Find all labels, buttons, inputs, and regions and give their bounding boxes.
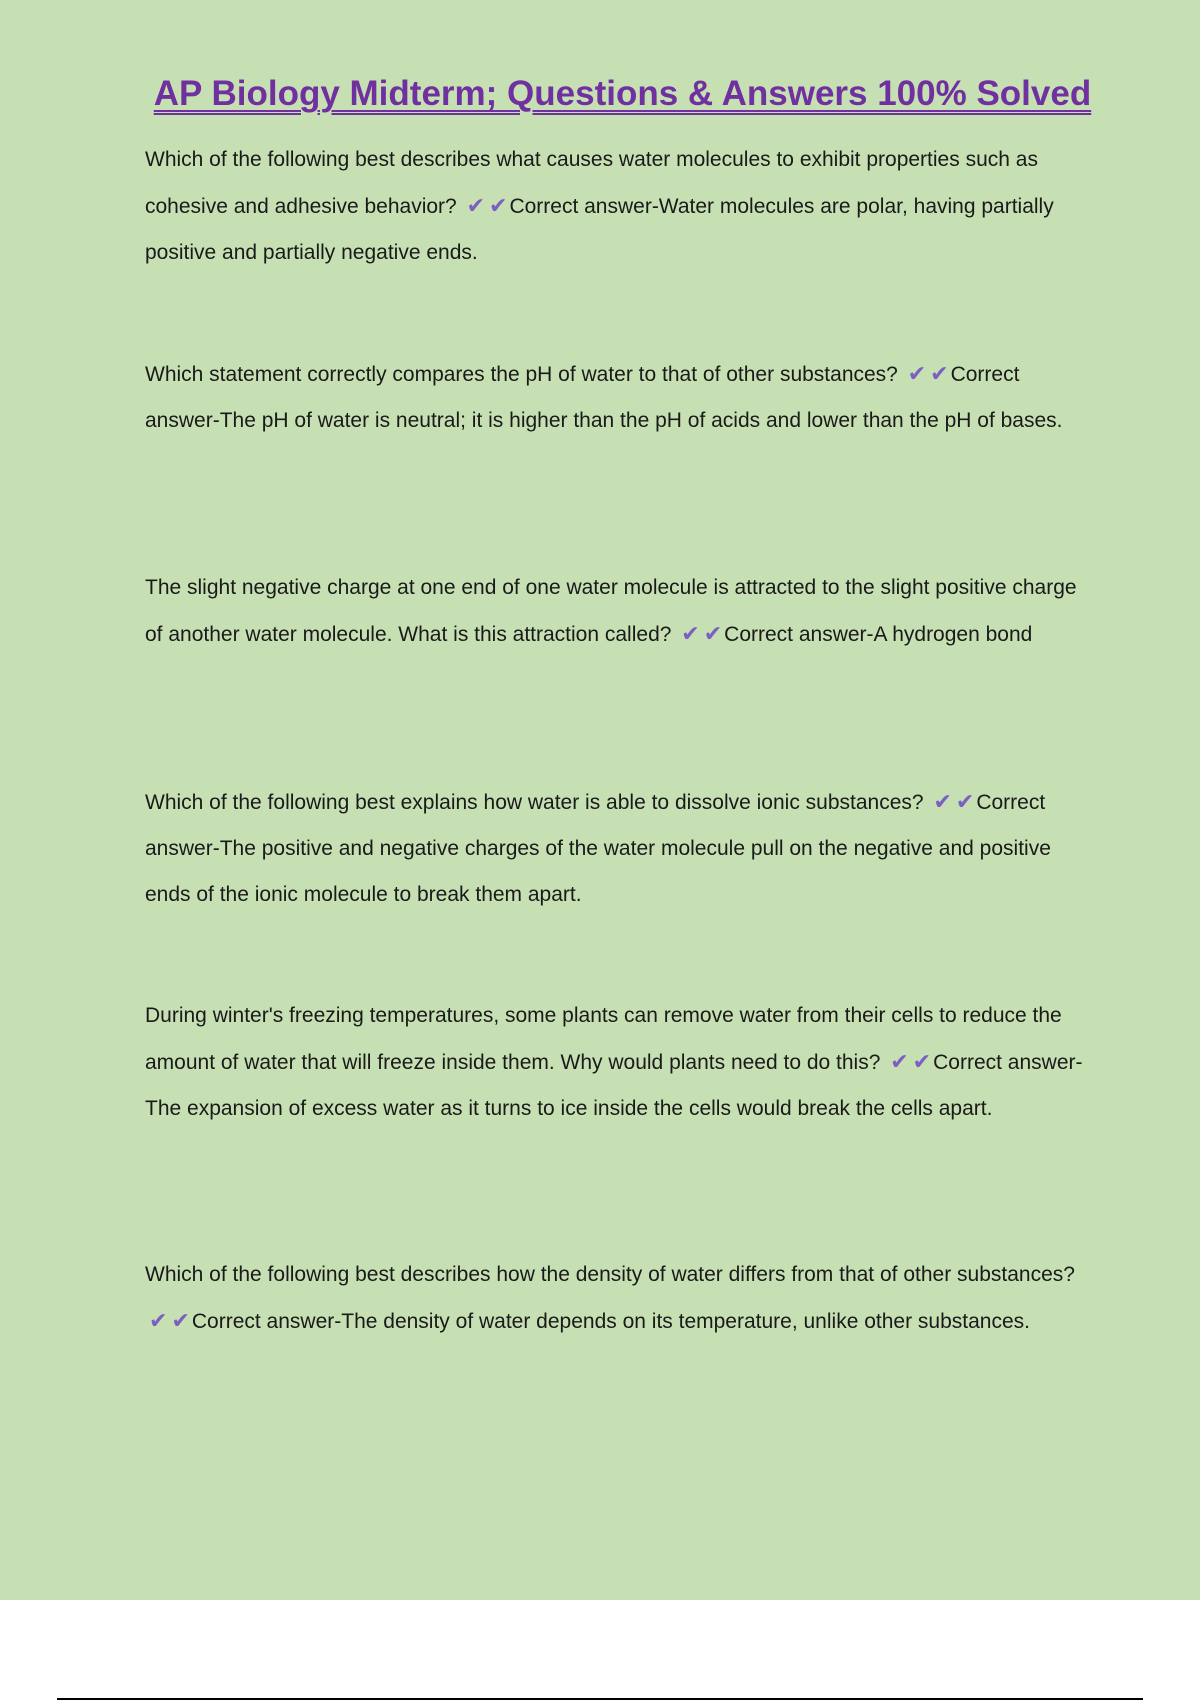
answer-text: Correct answer-A hydrogen bond: [724, 623, 1033, 646]
qa-item: [145, 351, 1085, 444]
check-icon: ✔: [955, 789, 975, 814]
qa-item: [145, 137, 1085, 276]
qa-item: [145, 993, 1085, 1132]
question-text: Which of the following best describes what causes water molecules to exhibit properties such as cohesive and adhesive behavior?: [145, 148, 1038, 218]
question-text: Which of the following best explains how water is able to dissolve ionic substances?: [145, 791, 924, 814]
qa-item: [145, 565, 1085, 658]
question-text: The slight negative charge at one end of one water molecule is attracted to the slight positive charge of another water molecule. What is this attraction called?: [145, 576, 1077, 646]
check-icon: ✔: [930, 361, 949, 386]
question-text: During winter's freezing temperatures, some plants can remove water from their cells to reduce the amount of water that will freeze inside them. Why would plants need to do this?: [145, 1004, 1062, 1074]
document-title: AP Biology Midterm; Questions & Answers 100% Solved: [153, 74, 1092, 113]
answer-text: Correct answer-The positive and negative charges of the water molecule pull on the negative and positive ends of the ionic molecule to break them apart.: [145, 791, 1051, 906]
check-icon: ✔: [703, 621, 723, 646]
check-icon: ✔: [681, 621, 700, 646]
check-icon: ✔: [489, 193, 508, 218]
answer-text: Correct answer-The density of water depends on its temperature, unlike other substances.: [191, 1310, 1030, 1333]
check-icon: ✔: [149, 1308, 168, 1333]
question-text: Which of the following best describes how the density of water differs from that of other substances?: [145, 1263, 1075, 1286]
check-icon: ✔: [171, 1308, 190, 1333]
qa-item: [145, 779, 1085, 918]
check-icon: ✔: [890, 1049, 909, 1074]
check-icon: ✔: [933, 789, 952, 814]
answer-text: Correct answer-The expansion of excess water as it turns to ice inside the cells would break the cells apart.: [145, 1051, 1083, 1120]
answer-text: Correct answer-Water molecules are polar, having partially positive and partially negative ends.: [145, 195, 1054, 264]
check-icon: ✔: [466, 193, 485, 218]
answer-text: Correct answer-The pH of water is neutral; it is higher than the pH of acids and lower than the pH of bases.: [145, 363, 1063, 432]
qa-item: [145, 1252, 1085, 1345]
check-icon: ✔: [912, 1049, 932, 1074]
question-text: Which statement correctly compares the pH of water to that of other substances?: [145, 363, 898, 386]
check-icon: ✔: [907, 361, 927, 386]
